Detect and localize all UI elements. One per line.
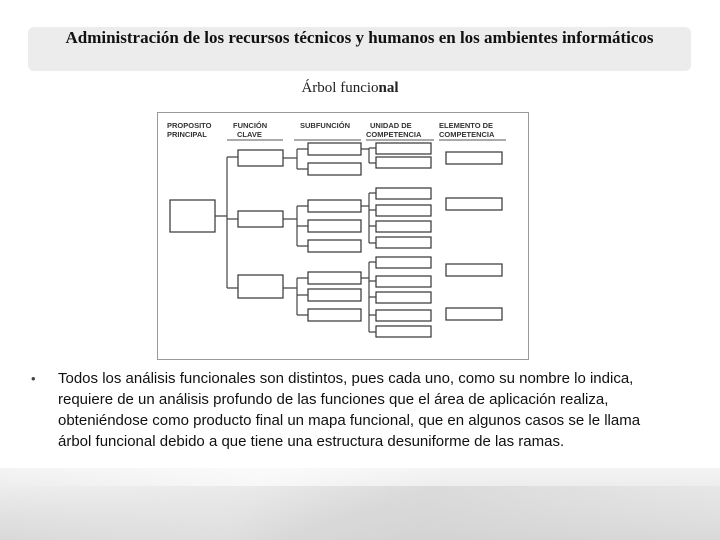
slide-title: Administración de los recursos técnicos y humanos en los ambientes informáticos — [65, 28, 654, 47]
header-unidad-line2: COMPETENCIA — [366, 130, 422, 139]
header-elemento-line2: COMPETENCIA — [439, 130, 495, 139]
header-proposito-line1: PROPOSITO — [167, 121, 212, 130]
bullet-paragraph: Todos los análisis funcionales son distintos, pues cada uno, como su nombre lo indica, requiere de un análisis profundo de las funciones que el área de aplicación realiza, obteniéndose como producto final un mapa funcional, que en algunos casos se le llama árbol funcional debido a que tiene una estructura desuniforme de las ramas. — [58, 370, 641, 450]
subtitle-bold-text: nal — [378, 80, 399, 96]
decorative-footer — [0, 468, 720, 540]
header-elemento-line1: ELEMENTO DE — [439, 121, 494, 130]
header-funcion-line1: FUNCIÓN — [233, 121, 268, 130]
header-subfuncion-line1: SUBFUNCIÓN — [300, 121, 350, 130]
header-unidad-line1: UNIDAD DE — [370, 121, 412, 130]
slide-subtitle — [200, 80, 500, 97]
bullet-marker: • — [31, 371, 36, 386]
header-proposito-line2: PRINCIPAL — [167, 130, 207, 139]
subtitle-text: Árbol funcio — [301, 80, 379, 96]
header-funcion-line2: CLAVE — [237, 130, 262, 139]
functional-tree-diagram — [157, 112, 529, 360]
